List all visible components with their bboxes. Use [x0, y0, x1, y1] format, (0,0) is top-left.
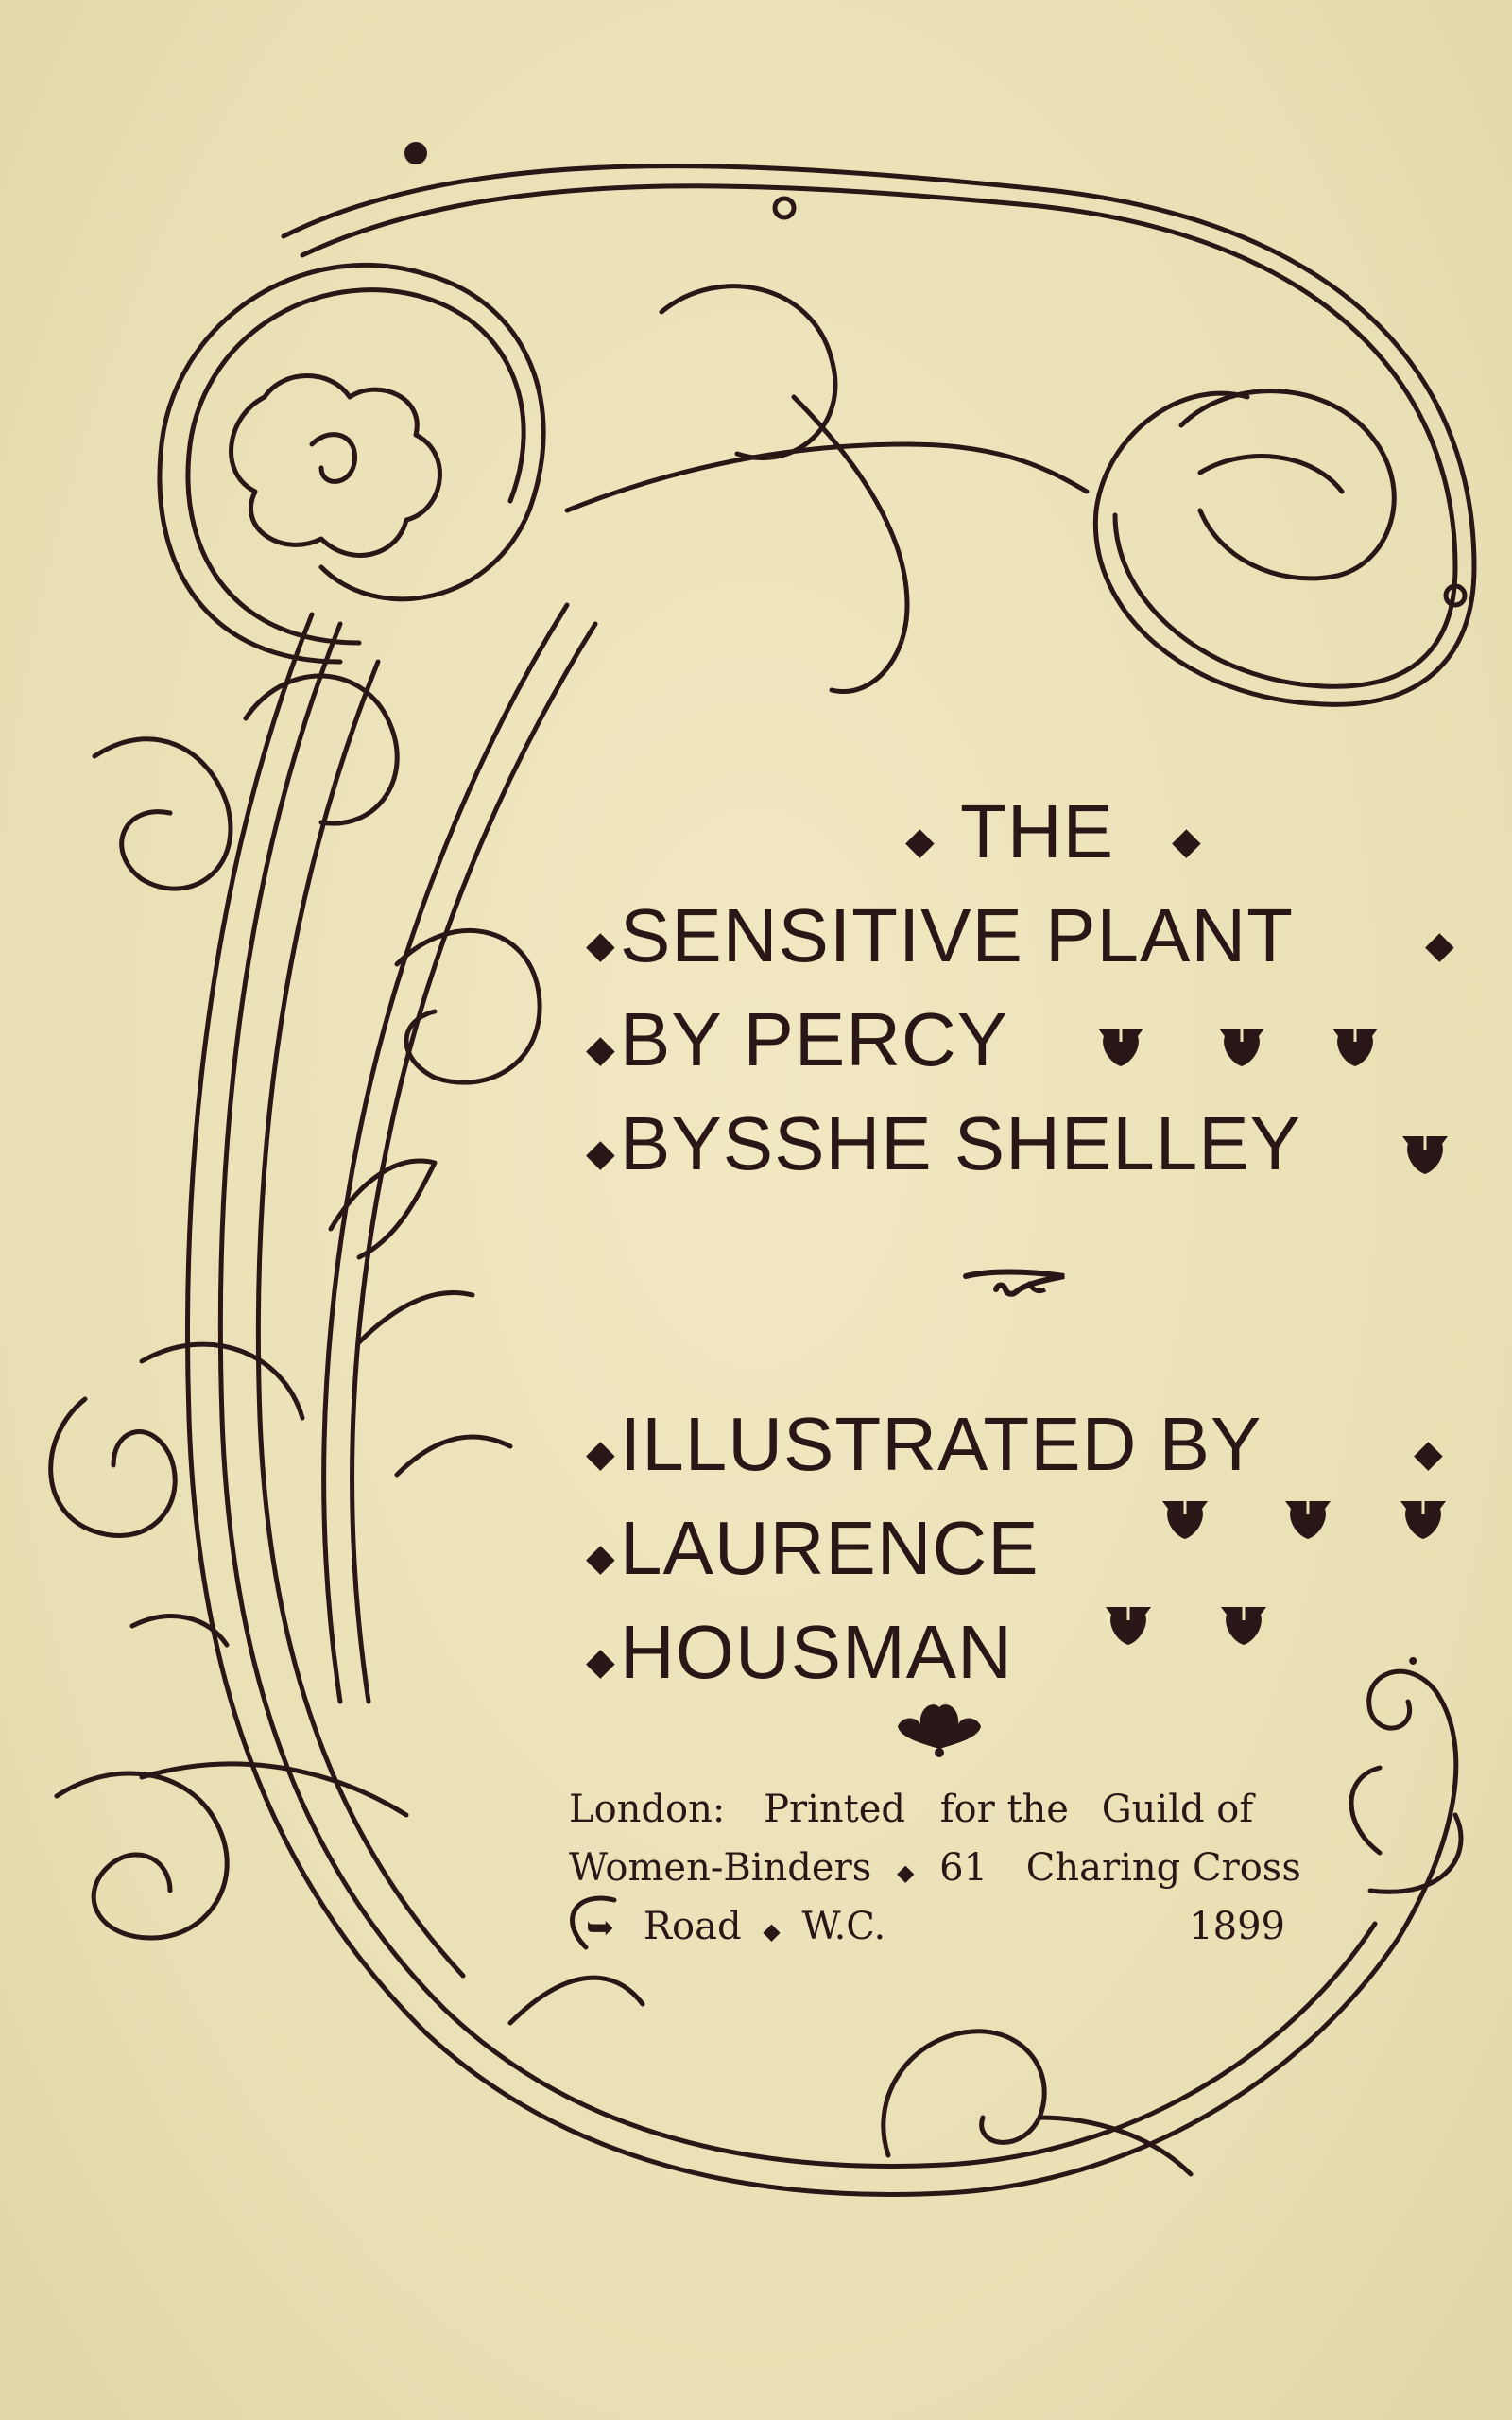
imprint-line-1 [569, 1781, 1253, 1838]
imprint-charing-cross: Charing Cross [1025, 1846, 1301, 1890]
leaf-ornament-icon [1399, 1131, 1452, 1183]
dot-separator-icon: ◆ [586, 1433, 615, 1475]
title-illustrator-last: HOUSMAN [620, 1610, 1013, 1694]
title-the: THE [960, 789, 1114, 873]
leaf-ornament-icon [1281, 1495, 1334, 1547]
imprint-line-3 [586, 1898, 1285, 1960]
leaf-ornament-icon [1397, 1495, 1450, 1547]
dot-separator-icon: ◆ [1414, 1433, 1443, 1475]
dot-separator-icon: ◆ [586, 1028, 615, 1070]
title-main: SENSITIVE PLANT [620, 893, 1294, 977]
dot-separator-icon: ◆ [586, 925, 615, 966]
title-author: BYSSHE SHELLEY [620, 1101, 1301, 1185]
scroll-ornament-icon: ➥ [586, 1909, 615, 1947]
title-illustrator-first: LAURENCE [620, 1506, 1040, 1590]
imprint-number: 61 [939, 1846, 988, 1890]
dot-separator-icon: ◆ [763, 1918, 781, 1945]
dot-separator-icon: ◆ [1172, 821, 1201, 862]
dot-separator-icon: • [1408, 1646, 1418, 1677]
fan-ornament-icon [892, 1692, 987, 1763]
imprint-city: London: [569, 1788, 726, 1831]
leaf-ornament-icon [1102, 1601, 1155, 1653]
imprint-for-the: for the [939, 1788, 1069, 1831]
dot-separator-icon: ◆ [586, 1537, 615, 1579]
imprint-year: 1899 [1189, 1905, 1285, 1948]
imprint-printed: Printed [764, 1788, 906, 1831]
imprint-women-binders: Women-Binders [569, 1846, 872, 1890]
dot-separator-icon: ◆ [896, 1859, 915, 1886]
imprint-line-2 [569, 1840, 1301, 1901]
dot-separator-icon: ◆ [586, 1641, 615, 1683]
dot-separator-icon: ◆ [905, 821, 935, 862]
scroll-ornament-icon [960, 1267, 1074, 1309]
imprint-road: Road [643, 1905, 742, 1948]
dot-separator-icon: ◆ [1425, 925, 1454, 966]
leaf-ornament-icon [1159, 1495, 1211, 1547]
leaf-ornament-icon [1329, 1023, 1382, 1075]
leaf-ornament-icon [1094, 1023, 1147, 1075]
imprint-wc: W.C. [801, 1905, 886, 1948]
leaf-ornament-icon [1217, 1601, 1270, 1653]
dot-separator-icon: ◆ [586, 1132, 615, 1174]
title-by: BY PERCY [620, 997, 1009, 1081]
leaf-ornament-icon [1215, 1023, 1268, 1075]
title-illustrated-by: ILLUSTRATED BY [620, 1402, 1263, 1486]
imprint-guild-of: Guild of [1101, 1788, 1254, 1831]
